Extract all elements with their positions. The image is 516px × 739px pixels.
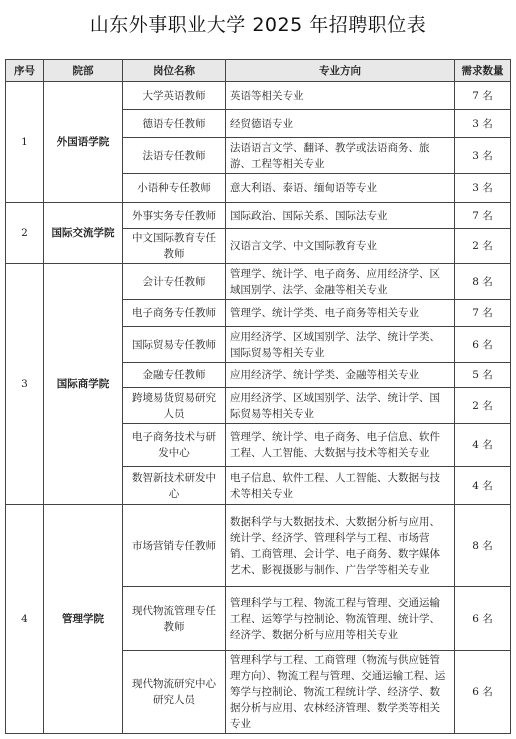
cell-count: 5 名 bbox=[455, 363, 511, 388]
cell-major: 管理科学与工程、工商管理（物流与供应链管理方向）、物流工程与管理、交通运输工程、运筹学与控制论、物流工程统计学、经济学、数据分析与应用、农林经济管理、数学类等相关专业 bbox=[226, 651, 455, 734]
cell-major: 数据科学与大数据技术、大数据分析与应用、统计学、经济学、管理科学与工程、市场营销、工商管理、会计学、电子商务、数字媒体艺术、影视摄影与制作、广告学等相关专业 bbox=[226, 505, 455, 587]
cell-count: 4 名 bbox=[455, 467, 511, 505]
cell-count: 6 名 bbox=[455, 651, 511, 734]
cell-major: 管理学、统计学、电子商务、电子信息、软件工程、人工智能、大数据与技术等相关专业 bbox=[226, 424, 455, 467]
cell-position: 电子商务技术与研发中心 bbox=[123, 424, 226, 467]
cell-major: 应用经济学、区域国别学、法学、统计学类、国际贸易等相关专业 bbox=[226, 327, 455, 363]
cell-major: 意大利语、泰语、缅甸语等专业 bbox=[226, 174, 455, 203]
cell-major: 管理学、统计学、电子商务、应用经济学、区域国别学、法学、金融等相关专业 bbox=[226, 264, 455, 300]
cell-major: 管理科学与工程、物流工程与管理、交通运输工程、运筹学与控制论、物流管理、统计学、经济学、数据分析与应用等相关专业 bbox=[226, 587, 455, 651]
cell-count: 8 名 bbox=[455, 264, 511, 300]
cell-major: 国际政治、国际关系、国际法专业 bbox=[226, 203, 455, 229]
header-count: 需求数量 bbox=[455, 60, 511, 82]
cell-position: 国际贸易专任教师 bbox=[123, 327, 226, 363]
table-row bbox=[6, 264, 511, 300]
cell-count: 8 名 bbox=[455, 505, 511, 587]
cell-count: 6 名 bbox=[455, 327, 511, 363]
cell-count: 3 名 bbox=[455, 110, 511, 138]
table-body bbox=[6, 82, 511, 734]
cell-dept: 外国语学院 bbox=[44, 82, 123, 203]
cell-position: 数智新技术研发中心 bbox=[123, 467, 226, 505]
cell-count: 3 名 bbox=[455, 174, 511, 203]
cell-major: 应用经济学、区域国别学、法学、统计学、国际贸易等相关专业 bbox=[226, 388, 455, 424]
cell-position: 电子商务专任教师 bbox=[123, 300, 226, 327]
table-header-row bbox=[6, 60, 511, 82]
cell-position: 中文国际教育专任教师 bbox=[123, 229, 226, 264]
cell-position: 德语专任教师 bbox=[123, 110, 226, 138]
cell-major: 汉语言文学、中文国际教育专业 bbox=[226, 229, 455, 264]
cell-count: 3 名 bbox=[455, 138, 511, 174]
cell-dept: 国际商学院 bbox=[44, 264, 123, 505]
cell-position: 会计专任教师 bbox=[123, 264, 226, 300]
cell-count: 7 名 bbox=[455, 300, 511, 327]
cell-no: 1 bbox=[6, 82, 44, 203]
page-title: 山东外事职业大学 2025 年招聘职位表 bbox=[89, 14, 427, 36]
cell-major: 法语语言文学、翻译、教学或法语商务、旅游、工程等相关专业 bbox=[226, 138, 455, 174]
cell-count: 7 名 bbox=[455, 82, 511, 110]
cell-position: 跨境易货贸易研究人员 bbox=[123, 388, 226, 424]
table-row bbox=[6, 82, 511, 110]
cell-no: 2 bbox=[6, 203, 44, 264]
cell-position: 小语种专任教师 bbox=[123, 174, 226, 203]
header-position: 岗位名称 bbox=[123, 60, 226, 82]
cell-count: 7 名 bbox=[455, 203, 511, 229]
cell-major: 经贸德语专业 bbox=[226, 110, 455, 138]
cell-position: 外事实务专任教师 bbox=[123, 203, 226, 229]
cell-position: 金融专任教师 bbox=[123, 363, 226, 388]
cell-major: 电子信息、软件工程、人工智能、大数据与技术等相关专业 bbox=[226, 467, 455, 505]
table-row bbox=[6, 203, 511, 229]
cell-major: 管理学、统计学类、电子商务等相关专业 bbox=[226, 300, 455, 327]
cell-position: 大学英语教师 bbox=[123, 82, 226, 110]
cell-count: 4 名 bbox=[455, 424, 511, 467]
recruitment-table bbox=[5, 59, 511, 734]
cell-position: 市场营销专任教师 bbox=[123, 505, 226, 587]
header-major: 专业方向 bbox=[226, 60, 455, 82]
cell-no: 4 bbox=[6, 505, 44, 734]
header-dept: 院部 bbox=[44, 60, 123, 82]
cell-count: 6 名 bbox=[455, 587, 511, 651]
table-row bbox=[6, 505, 511, 587]
cell-dept: 国际交流学院 bbox=[44, 203, 123, 264]
cell-major: 英语等相关专业 bbox=[226, 82, 455, 110]
cell-position: 法语专任教师 bbox=[123, 138, 226, 174]
cell-major: 应用经济学、统计学类、金融等相关专业 bbox=[226, 363, 455, 388]
cell-position: 现代物流管理专任教师 bbox=[123, 587, 226, 651]
cell-no: 3 bbox=[6, 264, 44, 505]
cell-count: 2 名 bbox=[455, 388, 511, 424]
cell-count: 2 名 bbox=[455, 229, 511, 264]
cell-dept: 管理学院 bbox=[44, 505, 123, 734]
cell-position: 现代物流研究中心研究人员 bbox=[123, 651, 226, 734]
header-no: 序号 bbox=[6, 60, 44, 82]
